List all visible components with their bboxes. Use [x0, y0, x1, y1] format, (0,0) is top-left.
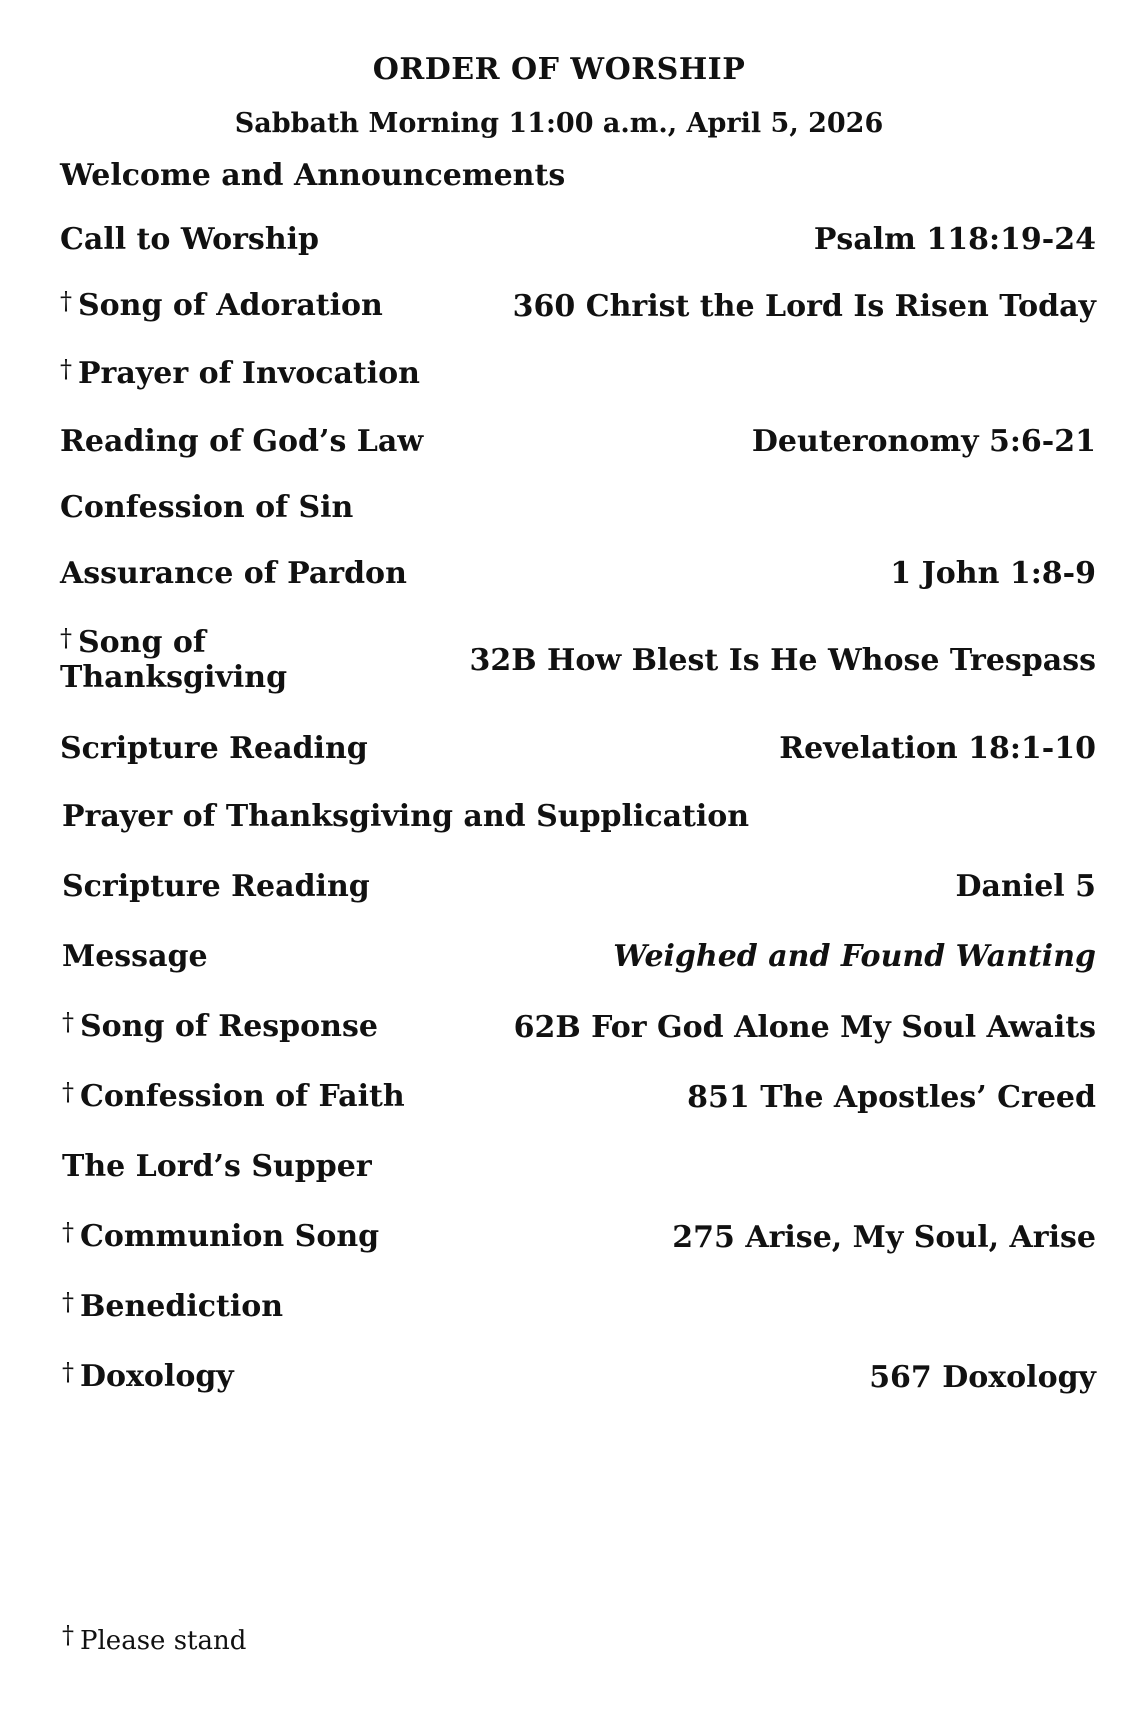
footnote-text: Please stand — [80, 1626, 247, 1656]
item-label: Assurance of Pardon — [60, 556, 407, 591]
order-item-prayer-of-invocation — [60, 356, 1096, 393]
page-title: ORDER OF WORSHIP — [372, 52, 746, 87]
item-label: Reading of God’s Law — [60, 424, 424, 459]
stand-marker: † — [62, 1621, 74, 1649]
item-label: Scripture Reading — [60, 731, 368, 766]
item-label: Confession of Faith — [80, 1079, 405, 1114]
item-hymn: 567 Doxology — [869, 1359, 1096, 1395]
stand-marker: † — [60, 624, 72, 652]
service-time: Sabbath Morning 11:00 a.m., April 5, 2026 — [234, 108, 884, 139]
item-label: Song of Response — [80, 1009, 378, 1044]
order-item-scripture-reading-2 — [62, 869, 1096, 905]
stand-marker: † — [62, 1288, 74, 1316]
item-label: Welcome and Announcements — [60, 158, 566, 193]
order-item-song-of-adoration — [60, 288, 1096, 325]
item-label: Call to Worship — [60, 222, 319, 257]
order-item-lords-supper — [62, 1149, 1096, 1185]
order-item-doxology — [62, 1359, 1096, 1396]
order-item-communion-song — [62, 1219, 1096, 1256]
item-label: Scripture Reading — [62, 869, 370, 904]
item-hymn: 32B How Blest Is He Whose Trespass — [469, 642, 1096, 678]
sermon-title: Weighed and Found Wanting — [613, 939, 1096, 974]
stand-marker: † — [60, 355, 72, 383]
item-label: Prayer of Invocation — [78, 356, 420, 391]
item-hymn: 275 Arise, My Soul, Arise — [672, 1219, 1096, 1255]
stand-marker: † — [62, 1218, 74, 1246]
item-hymn: 360 Christ the Lord Is Risen Today — [512, 288, 1096, 324]
order-item-song-of-thanksgiving — [60, 626, 1096, 695]
item-label: Message — [62, 939, 208, 974]
order-item-scripture-reading-1 — [60, 731, 1096, 767]
stand-marker: † — [62, 1078, 74, 1106]
order-item-message — [62, 939, 1096, 975]
order-item-song-of-response — [62, 1009, 1096, 1046]
item-label: Benediction — [80, 1289, 284, 1324]
order-item-welcome — [60, 158, 1096, 194]
order-item-confession-of-sin — [60, 490, 1096, 526]
item-reference: Daniel 5 — [955, 869, 1096, 904]
order-item-call-to-worship — [60, 222, 1096, 258]
stand-marker: † — [62, 1008, 74, 1036]
order-item-benediction — [62, 1289, 1096, 1326]
order-item-confession-of-faith — [62, 1079, 1096, 1116]
order-item-prayer-of-thanksgiving — [62, 799, 1098, 835]
item-label: Song of Adoration — [78, 288, 383, 323]
item-label: Song of Thanksgiving — [60, 625, 288, 695]
item-label: Doxology — [80, 1359, 234, 1394]
item-reference: Psalm 118:19-24 — [813, 222, 1096, 257]
order-item-reading-of-law — [60, 424, 1096, 460]
item-reference: 1 John 1:8-9 — [890, 556, 1096, 591]
item-hymn: 62B For God Alone My Soul Awaits — [513, 1009, 1096, 1045]
footnote — [62, 1621, 247, 1656]
item-label: Communion Song — [80, 1219, 380, 1254]
order-item-assurance-of-pardon — [60, 556, 1096, 592]
stand-marker: † — [60, 287, 72, 315]
item-label: Prayer of Thanksgiving and Supplication — [62, 799, 750, 834]
item-reference: Deuteronomy 5:6-21 — [751, 424, 1096, 459]
item-label: The Lord’s Supper — [62, 1149, 372, 1184]
item-reference: Revelation 18:1-10 — [779, 731, 1096, 766]
item-label: Confession of Sin — [60, 490, 354, 525]
item-hymn: 851 The Apostles’ Creed — [687, 1079, 1096, 1115]
stand-marker: † — [62, 1358, 74, 1386]
